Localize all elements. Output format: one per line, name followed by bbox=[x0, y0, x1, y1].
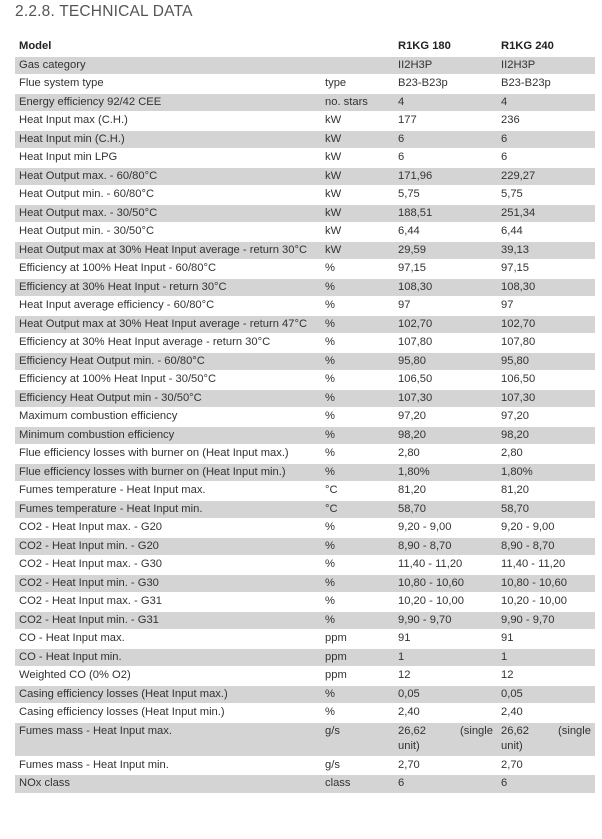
value-note: (single bbox=[558, 724, 591, 737]
model-1-cell bbox=[394, 352, 497, 371]
table-row bbox=[15, 130, 595, 149]
param-cell: Heat Input max (C.H.) bbox=[15, 112, 321, 131]
unit-cell: % bbox=[321, 445, 394, 464]
model-1-cell bbox=[394, 389, 497, 408]
table-row bbox=[15, 756, 595, 775]
value-model-1: 107,30 bbox=[398, 391, 433, 404]
value-model-1: 97 bbox=[398, 299, 411, 311]
param-cell: Efficiency at 100% Heat Input - 60/80°C bbox=[15, 260, 321, 279]
model-1-cell bbox=[394, 371, 497, 390]
unit-cell: kW bbox=[321, 241, 394, 260]
model-2-cell bbox=[497, 204, 595, 223]
table-row bbox=[15, 630, 595, 649]
value-model-2: 0,05 bbox=[501, 687, 523, 700]
value-model-2: 9,90 - 9,70 bbox=[501, 613, 555, 626]
value-model-2: 251,34 bbox=[501, 206, 536, 219]
model-2-cell bbox=[497, 130, 595, 149]
unit-cell: % bbox=[321, 371, 394, 390]
value-model-1: 0,05 bbox=[398, 687, 420, 700]
table-row bbox=[15, 722, 595, 756]
model-2-cell bbox=[497, 352, 595, 371]
unit-cell: % bbox=[321, 408, 394, 427]
model-1-cell bbox=[394, 500, 497, 519]
param-cell: CO2 - Heat Input min. - G20 bbox=[15, 537, 321, 556]
value-model-1: 107,80 bbox=[398, 336, 433, 348]
value-model-2: 10,80 - 10,60 bbox=[501, 576, 567, 589]
unit-cell bbox=[321, 56, 394, 75]
value-model-2: 81,20 bbox=[501, 484, 529, 496]
table-row bbox=[15, 445, 595, 464]
model-1-cell bbox=[394, 241, 497, 260]
model-2-cell bbox=[497, 186, 595, 205]
unit-cell: % bbox=[321, 463, 394, 482]
value-model-1: 8,90 - 8,70 bbox=[398, 539, 452, 552]
value-model-2: 12 bbox=[501, 669, 514, 681]
value-model-2: 236 bbox=[501, 114, 520, 126]
model-2-cell bbox=[497, 537, 595, 556]
table-row bbox=[15, 149, 595, 168]
param-cell: Efficiency Heat Output min. - 60/80°C bbox=[15, 352, 321, 371]
unit-cell: % bbox=[321, 297, 394, 316]
unit-cell: g/s bbox=[321, 722, 394, 756]
value-model-2: 6,44 bbox=[501, 225, 523, 237]
value-model-1: 6 bbox=[398, 132, 405, 145]
model-2-cell bbox=[497, 704, 595, 723]
table-row bbox=[15, 574, 595, 593]
value-model-2: 10,20 - 10,00 bbox=[501, 595, 567, 607]
value-note: unit) bbox=[501, 740, 523, 752]
value-note: (single bbox=[460, 724, 493, 737]
param-cell: Efficiency at 100% Heat Input - 30/50°C bbox=[15, 371, 321, 390]
model-2-cell bbox=[497, 630, 595, 649]
value-model-2: 39,13 bbox=[501, 243, 529, 256]
param-cell: Heat Output max. - 60/80°C bbox=[15, 167, 321, 186]
table-row bbox=[15, 426, 595, 445]
model-2-cell bbox=[497, 241, 595, 260]
unit-cell: % bbox=[321, 278, 394, 297]
model-2-cell bbox=[497, 278, 595, 297]
value-model-1: 29,59 bbox=[398, 243, 426, 256]
value-model-1: 108,30 bbox=[398, 280, 433, 293]
param-cell: Heat Output min. - 30/50°C bbox=[15, 223, 321, 242]
table-row bbox=[15, 482, 595, 501]
model-2-cell bbox=[497, 389, 595, 408]
model-1-cell bbox=[394, 593, 497, 612]
model-1-cell bbox=[394, 315, 497, 334]
model-1-cell bbox=[394, 334, 497, 353]
table-row bbox=[15, 204, 595, 223]
value-model-1: 171,96 bbox=[398, 169, 433, 182]
model-1-cell bbox=[394, 260, 497, 279]
value-model-2: B23-B23p bbox=[501, 77, 551, 89]
model-2-cell bbox=[497, 93, 595, 112]
model-1-cell bbox=[394, 75, 497, 94]
unit-cell: % bbox=[321, 260, 394, 279]
value-model-1: 10,20 - 10,00 bbox=[398, 595, 464, 607]
value-model-1: 6 bbox=[398, 777, 405, 789]
value-model-2: 107,80 bbox=[501, 336, 536, 348]
value-model-1: 11,40 - 11,20 bbox=[398, 558, 463, 570]
section-title: 2.2.8. TECHNICAL DATA bbox=[15, 3, 193, 20]
unit-cell: kW bbox=[321, 149, 394, 168]
table-row bbox=[15, 463, 595, 482]
table-row bbox=[15, 93, 595, 112]
value-model-2: 9,20 - 9,00 bbox=[501, 521, 555, 533]
value-model-2: 26,62 bbox=[501, 724, 529, 737]
table-row bbox=[15, 241, 595, 260]
value-model-2: 2,80 bbox=[501, 447, 523, 459]
unit-cell: no. stars bbox=[321, 93, 394, 112]
unit-cell: kW bbox=[321, 112, 394, 131]
table-row bbox=[15, 408, 595, 427]
value-model-2: 1 bbox=[501, 650, 508, 663]
model-2-cell bbox=[497, 722, 595, 756]
table-row bbox=[15, 75, 595, 94]
param-cell: Heat Output min. - 60/80°C bbox=[15, 186, 321, 205]
header-model-1: R1KG 180 bbox=[394, 38, 497, 56]
param-cell: Heat Output max at 30% Heat Input average - return 30°C bbox=[15, 241, 321, 260]
model-2-cell bbox=[497, 500, 595, 519]
value-model-2: 6 bbox=[501, 151, 508, 163]
model-1-cell bbox=[394, 722, 497, 756]
table-header-row bbox=[15, 38, 595, 56]
table-row bbox=[15, 556, 595, 575]
value-model-1: 177 bbox=[398, 114, 417, 126]
table-row bbox=[15, 611, 595, 630]
unit-cell: % bbox=[321, 574, 394, 593]
value-model-1: 95,80 bbox=[398, 354, 426, 367]
value-model-1: 2,70 bbox=[398, 758, 420, 771]
table-row bbox=[15, 278, 595, 297]
param-cell: Fumes temperature - Heat Input min. bbox=[15, 500, 321, 519]
unit-cell: % bbox=[321, 611, 394, 630]
table-row bbox=[15, 223, 595, 242]
model-1-cell bbox=[394, 167, 497, 186]
unit-cell: kW bbox=[321, 223, 394, 242]
param-cell: Energy efficiency 92/42 CEE bbox=[15, 93, 321, 112]
model-2-cell bbox=[497, 408, 595, 427]
value-model-2: 107,30 bbox=[501, 391, 536, 404]
model-1-cell bbox=[394, 223, 497, 242]
value-model-1: 97,15 bbox=[398, 262, 426, 274]
param-cell: Fumes mass - Heat Input max. bbox=[15, 722, 321, 756]
header-unit bbox=[321, 38, 394, 56]
value-model-2: 6 bbox=[501, 777, 508, 789]
value-model-1: 2,80 bbox=[398, 447, 420, 459]
param-cell: Gas category bbox=[15, 56, 321, 75]
param-cell: Weighted CO (0% O2) bbox=[15, 667, 321, 686]
value-model-1: 1,80% bbox=[398, 465, 430, 478]
value-model-1: 91 bbox=[398, 632, 411, 644]
value-model-1: B23-B23p bbox=[398, 77, 448, 89]
model-2-cell bbox=[497, 667, 595, 686]
param-cell: CO2 - Heat Input min. - G30 bbox=[15, 574, 321, 593]
value-model-2: 102,70 bbox=[501, 317, 536, 330]
table-row bbox=[15, 704, 595, 723]
param-cell: Heat Input min (C.H.) bbox=[15, 130, 321, 149]
value-model-2: 106,50 bbox=[501, 373, 536, 385]
value-model-1: 5,75 bbox=[398, 188, 420, 200]
value-model-2: 91 bbox=[501, 632, 514, 644]
table-row bbox=[15, 315, 595, 334]
value-model-2: 97,15 bbox=[501, 262, 529, 274]
unit-cell: kW bbox=[321, 186, 394, 205]
table-row bbox=[15, 519, 595, 538]
header-model-2: R1KG 240 bbox=[497, 38, 595, 56]
value-model-1: 81,20 bbox=[398, 484, 426, 496]
param-cell: CO2 - Heat Input max. - G31 bbox=[15, 593, 321, 612]
model-1-cell bbox=[394, 648, 497, 667]
model-1-cell bbox=[394, 519, 497, 538]
param-cell: CO2 - Heat Input max. - G20 bbox=[15, 519, 321, 538]
value-model-2: 5,75 bbox=[501, 188, 523, 200]
param-cell: CO2 - Heat Input min. - G31 bbox=[15, 611, 321, 630]
table-row bbox=[15, 667, 595, 686]
param-cell: Maximum combustion efficiency bbox=[15, 408, 321, 427]
param-cell: Minimum combustion efficiency bbox=[15, 426, 321, 445]
table-row bbox=[15, 371, 595, 390]
value-model-1: 4 bbox=[398, 95, 405, 108]
unit-cell: °C bbox=[321, 500, 394, 519]
model-1-cell bbox=[394, 278, 497, 297]
table-row bbox=[15, 685, 595, 704]
table-row bbox=[15, 186, 595, 205]
value-model-1: 10,80 - 10,60 bbox=[398, 576, 464, 589]
table-row bbox=[15, 648, 595, 667]
table-row bbox=[15, 593, 595, 612]
value-model-1: 9,20 - 9,00 bbox=[398, 521, 452, 533]
value-model-2: 97 bbox=[501, 299, 514, 311]
value-model-1: II2H3P bbox=[398, 58, 433, 71]
param-cell: CO - Heat Input max. bbox=[15, 630, 321, 649]
unit-cell: % bbox=[321, 537, 394, 556]
table-row bbox=[15, 334, 595, 353]
model-1-cell bbox=[394, 130, 497, 149]
param-cell: Flue system type bbox=[15, 75, 321, 94]
table-row bbox=[15, 389, 595, 408]
unit-cell: kW bbox=[321, 204, 394, 223]
value-model-2: 108,30 bbox=[501, 280, 536, 293]
model-1-cell bbox=[394, 537, 497, 556]
param-cell: Flue efficiency losses with burner on (Heat Input max.) bbox=[15, 445, 321, 464]
value-model-1: 97,20 bbox=[398, 410, 426, 422]
param-cell: Heat Output max at 30% Heat Input average - return 47°C bbox=[15, 315, 321, 334]
param-cell: Efficiency at 30% Heat Input - return 30°C bbox=[15, 278, 321, 297]
param-cell: Fumes mass - Heat Input min. bbox=[15, 756, 321, 775]
value-model-1: 2,40 bbox=[398, 706, 420, 718]
model-2-cell bbox=[497, 167, 595, 186]
unit-cell: kW bbox=[321, 130, 394, 149]
value-model-1: 12 bbox=[398, 669, 411, 681]
model-2-cell bbox=[497, 593, 595, 612]
unit-cell: °C bbox=[321, 482, 394, 501]
unit-cell: % bbox=[321, 352, 394, 371]
param-cell: Efficiency at 30% Heat Input average - return 30°C bbox=[15, 334, 321, 353]
value-model-1: 6,44 bbox=[398, 225, 420, 237]
value-model-2: 2,70 bbox=[501, 758, 523, 771]
model-2-cell bbox=[497, 463, 595, 482]
model-1-cell bbox=[394, 556, 497, 575]
param-cell: Efficiency Heat Output min - 30/50°C bbox=[15, 389, 321, 408]
model-2-cell bbox=[497, 775, 595, 794]
header-param: Model bbox=[15, 38, 321, 56]
value-model-1: 106,50 bbox=[398, 373, 433, 385]
table-row bbox=[15, 260, 595, 279]
value-model-1: 98,20 bbox=[398, 428, 426, 441]
param-cell: Heat Input average efficiency - 60/80°C bbox=[15, 297, 321, 316]
table-row bbox=[15, 537, 595, 556]
value-note: unit) bbox=[398, 740, 420, 752]
model-1-cell bbox=[394, 204, 497, 223]
model-2-cell bbox=[497, 334, 595, 353]
value-model-2: II2H3P bbox=[501, 58, 536, 71]
model-2-cell bbox=[497, 260, 595, 279]
value-model-2: 2,40 bbox=[501, 706, 523, 718]
unit-cell: % bbox=[321, 685, 394, 704]
value-model-1: 1 bbox=[398, 650, 405, 663]
param-cell: Heat Input min LPG bbox=[15, 149, 321, 168]
table-row bbox=[15, 500, 595, 519]
model-2-cell bbox=[497, 223, 595, 242]
model-1-cell bbox=[394, 112, 497, 131]
value-model-2: 8,90 - 8,70 bbox=[501, 539, 555, 552]
model-2-cell bbox=[497, 149, 595, 168]
table-row bbox=[15, 352, 595, 371]
value-model-2: 4 bbox=[501, 95, 508, 108]
table-row bbox=[15, 297, 595, 316]
technical-data-table bbox=[15, 38, 595, 794]
param-cell: Fumes temperature - Heat Input max. bbox=[15, 482, 321, 501]
value-model-2: 229,27 bbox=[501, 169, 536, 182]
value-model-1: 26,62 bbox=[398, 724, 426, 737]
model-2-cell bbox=[497, 315, 595, 334]
model-2-cell bbox=[497, 112, 595, 131]
model-2-cell bbox=[497, 756, 595, 775]
value-model-1: 58,70 bbox=[398, 502, 426, 515]
unit-cell: type bbox=[321, 75, 394, 94]
param-cell: Casing efficiency losses (Heat Input max.) bbox=[15, 685, 321, 704]
model-1-cell bbox=[394, 445, 497, 464]
model-2-cell bbox=[497, 648, 595, 667]
value-model-2: 11,40 - 11,20 bbox=[501, 558, 566, 570]
unit-cell: % bbox=[321, 389, 394, 408]
model-1-cell bbox=[394, 775, 497, 794]
model-2-cell bbox=[497, 445, 595, 464]
model-1-cell bbox=[394, 93, 497, 112]
model-2-cell bbox=[497, 482, 595, 501]
value-model-2: 98,20 bbox=[501, 428, 529, 441]
model-1-cell bbox=[394, 667, 497, 686]
value-model-1: 6 bbox=[398, 151, 405, 163]
model-1-cell bbox=[394, 482, 497, 501]
model-1-cell bbox=[394, 149, 497, 168]
value-model-1: 102,70 bbox=[398, 317, 433, 330]
unit-cell: g/s bbox=[321, 756, 394, 775]
unit-cell: % bbox=[321, 593, 394, 612]
unit-cell: ppm bbox=[321, 630, 394, 649]
unit-cell: ppm bbox=[321, 667, 394, 686]
table-row bbox=[15, 167, 595, 186]
value-model-2: 97,20 bbox=[501, 410, 529, 422]
model-2-cell bbox=[497, 75, 595, 94]
value-model-1: 9,90 - 9,70 bbox=[398, 613, 452, 626]
model-1-cell bbox=[394, 56, 497, 75]
param-cell: Flue efficiency losses with burner on (Heat Input min.) bbox=[15, 463, 321, 482]
value-model-2: 58,70 bbox=[501, 502, 529, 515]
model-2-cell bbox=[497, 556, 595, 575]
table-row bbox=[15, 112, 595, 131]
model-1-cell bbox=[394, 756, 497, 775]
param-cell: CO - Heat Input min. bbox=[15, 648, 321, 667]
model-2-cell bbox=[497, 426, 595, 445]
param-cell: CO2 - Heat Input max. - G30 bbox=[15, 556, 321, 575]
model-1-cell bbox=[394, 186, 497, 205]
unit-cell: % bbox=[321, 704, 394, 723]
unit-cell: % bbox=[321, 556, 394, 575]
model-1-cell bbox=[394, 685, 497, 704]
model-1-cell bbox=[394, 611, 497, 630]
param-cell: Casing efficiency losses (Heat Input min.) bbox=[15, 704, 321, 723]
model-1-cell bbox=[394, 408, 497, 427]
model-2-cell bbox=[497, 56, 595, 75]
table-row bbox=[15, 775, 595, 794]
param-cell: Heat Output max. - 30/50°C bbox=[15, 204, 321, 223]
value-model-1: 188,51 bbox=[398, 206, 433, 219]
table-row bbox=[15, 56, 595, 75]
unit-cell: ppm bbox=[321, 648, 394, 667]
model-2-cell bbox=[497, 519, 595, 538]
model-1-cell bbox=[394, 463, 497, 482]
model-1-cell bbox=[394, 426, 497, 445]
model-2-cell bbox=[497, 574, 595, 593]
model-1-cell bbox=[394, 574, 497, 593]
param-cell: NOx class bbox=[15, 775, 321, 794]
unit-cell: kW bbox=[321, 167, 394, 186]
unit-cell: % bbox=[321, 315, 394, 334]
model-1-cell bbox=[394, 704, 497, 723]
value-model-2: 6 bbox=[501, 132, 508, 145]
model-1-cell bbox=[394, 630, 497, 649]
value-model-2: 1,80% bbox=[501, 465, 533, 478]
unit-cell: % bbox=[321, 519, 394, 538]
model-2-cell bbox=[497, 297, 595, 316]
value-model-2: 95,80 bbox=[501, 354, 529, 367]
model-2-cell bbox=[497, 685, 595, 704]
unit-cell: % bbox=[321, 334, 394, 353]
model-2-cell bbox=[497, 371, 595, 390]
model-2-cell bbox=[497, 611, 595, 630]
unit-cell: % bbox=[321, 426, 394, 445]
model-1-cell bbox=[394, 297, 497, 316]
unit-cell: class bbox=[321, 775, 394, 794]
